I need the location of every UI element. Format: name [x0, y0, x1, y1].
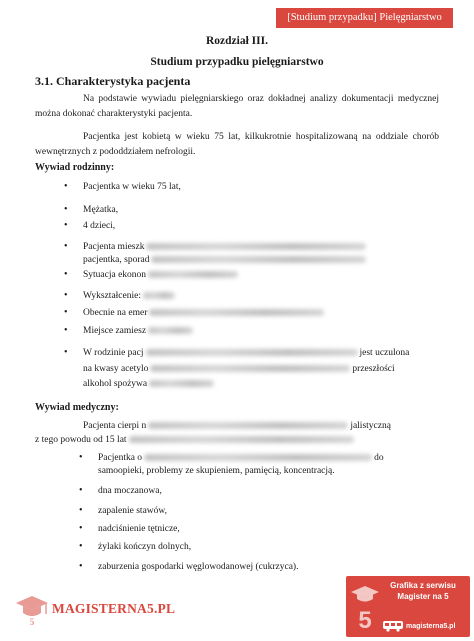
list-item: • zapalenie stawów, — [79, 505, 168, 516]
redacted-text — [148, 271, 238, 278]
redacted-text — [149, 309, 324, 316]
redacted-text — [150, 365, 350, 372]
paragraph-medical-line2: z tego powodu od 15 lat — [35, 433, 439, 448]
redacted-text — [146, 243, 366, 250]
paragraph-intro — [35, 92, 439, 122]
list-item: • Pacjentka o do — [79, 452, 384, 463]
redacted-text — [144, 454, 372, 461]
document-header-tag: [Studium przypadku] Pielęgniarstwo — [276, 8, 453, 28]
list-item: • Obecnie na emer — [83, 306, 326, 320]
magister-promo-badge — [346, 576, 470, 637]
bullet-icon: • — [79, 561, 83, 572]
list-item-continuation: samoopieki, problemy ze skupieniem, pamięcią, koncentracją. — [98, 466, 335, 476]
bullet-icon: • — [64, 204, 68, 215]
list-item: • zaburzenia gospodarki węglowodanowej (cukrzyca). — [79, 561, 299, 572]
svg-text:5: 5 — [29, 617, 35, 627]
bullet-icon: • — [64, 325, 68, 336]
medical-history-heading: Wywiad medyczny: — [35, 402, 119, 413]
list-item: • 4 dzieci, — [64, 220, 116, 231]
redacted-text — [148, 422, 348, 429]
list-item: • Sytuacja ekonon — [83, 268, 240, 282]
list-item: • Pacjenta mieszk — [83, 240, 368, 254]
bullet-icon: • — [79, 523, 83, 534]
promo-url: magisterna5.pl — [406, 623, 456, 630]
bullet-icon: • — [64, 241, 68, 252]
redacted-text — [148, 327, 193, 334]
chapter-number: Rozdział III. — [206, 35, 268, 47]
redacted-text — [129, 436, 354, 443]
list-item-continuation: na kwasy acetylo przeszłości — [83, 364, 395, 374]
bullet-icon: • — [64, 347, 68, 358]
list-item: • żylaki kończyn dolnych, — [79, 541, 192, 552]
promo-line-2: Magister na 5 — [397, 592, 449, 601]
bullet-icon: • — [64, 269, 68, 280]
chapter-title: Studium przypadku pielęgniarstwo — [150, 56, 324, 68]
section-title: 3.1. Charakterystyka pacjenta — [35, 74, 191, 88]
redacted-text — [149, 380, 214, 387]
list-item: • dna moczanowa, — [79, 485, 162, 496]
paragraph-patient-text: Pacjentka jest kobietą w wieku 75 lat, kilkukrotnie hospitalizowaną na oddziale chorób wewnętrznych z pododdziałem nefrologii. — [35, 132, 439, 157]
list-item-continuation: pacjentka, sporad — [83, 253, 368, 267]
bullet-icon: • — [64, 181, 68, 192]
bus-icon — [382, 620, 404, 632]
bullet-icon: • — [79, 452, 83, 463]
svg-text:5: 5 — [358, 607, 372, 634]
list-item: • Wykształcenie: — [83, 289, 177, 303]
graduation-cap-logo-icon — [14, 593, 50, 627]
redacted-text — [146, 349, 358, 356]
paragraph-intro-text: Na podstawie wywiadu pielęgniarskiego oraz dokładnej analizy dokumentacji medycznej można dokonać charakterystyki pacjenta. — [35, 94, 439, 119]
list-item: • nadciśnienie tętnicze, — [79, 523, 180, 534]
promo-line-1: Grafika z serwisu — [390, 581, 456, 590]
footer-logo-text: MAGISTERNA5.PL — [52, 601, 176, 616]
redacted-text — [151, 256, 366, 263]
bullet-icon: • — [64, 307, 68, 318]
family-history-heading: Wywiad rodzinny: — [35, 162, 115, 173]
bullet-icon: • — [79, 485, 83, 496]
bullet-icon: • — [79, 541, 83, 552]
redacted-text — [143, 292, 175, 299]
paragraph-medical: Pacjenta cierpi n jalistyczną — [83, 421, 391, 431]
list-item-continuation: alkohol spożywa — [83, 377, 216, 391]
list-item: • Pacjentka w wieku 75 lat, — [64, 181, 181, 192]
bullet-icon: • — [79, 505, 83, 516]
list-item: • Mężatka, — [64, 204, 119, 215]
list-item: • W rodzinie pacj jest uczulona — [64, 347, 410, 358]
bullet-icon: • — [64, 220, 68, 231]
paragraph-patient — [35, 130, 439, 160]
list-item: • Miejsce zamiesz — [83, 324, 195, 338]
bullet-icon: • — [64, 290, 68, 301]
